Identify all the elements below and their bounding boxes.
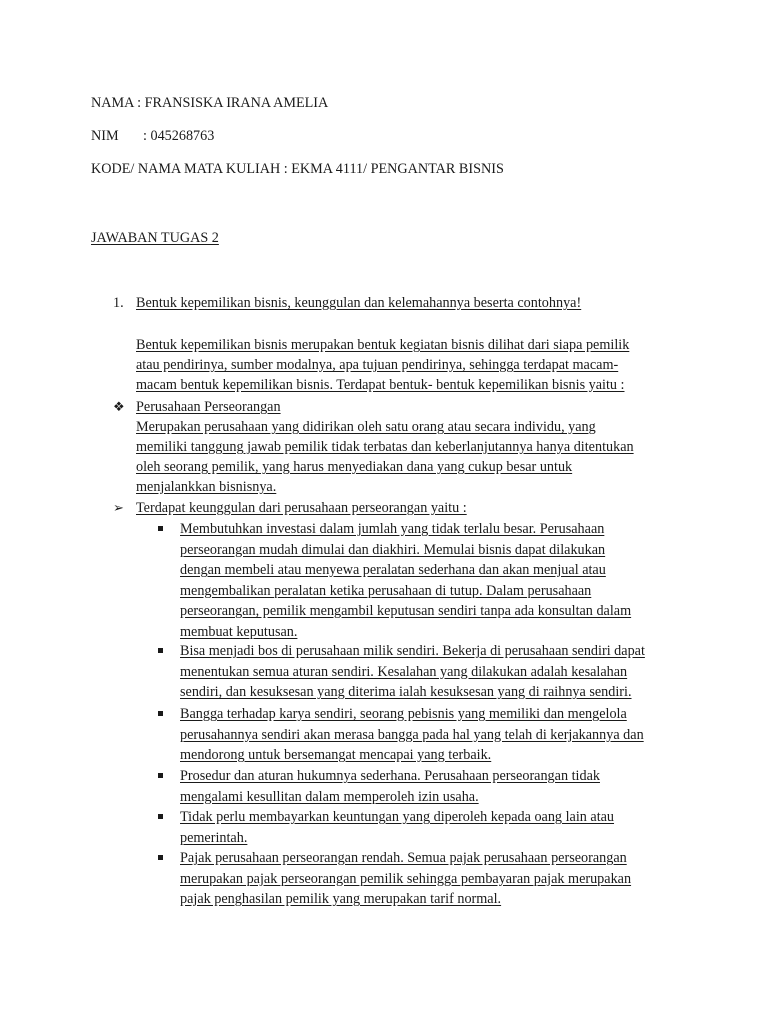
- nim-value: : 045268763: [143, 128, 215, 144]
- square-bullet-icon: [158, 855, 163, 860]
- student-nim: [91, 126, 214, 146]
- square-bullet-icon: [158, 648, 163, 653]
- section-heading: Perusahaan Perseorangan: [136, 399, 281, 415]
- list-item-line: Bangga terhadap karya sendiri, seorang pebisnis yang memiliki dan mengelola: [180, 706, 627, 722]
- list-item-line: pemerintah.: [180, 829, 248, 846]
- keunggulan-heading-text: Terdapat keunggulan dari perusahaan perseorangan yaitu :: [136, 500, 467, 516]
- list-item-line: perseorangan mudah dimulai dan diakhiri. Memulai bisnis dapat dilakukan: [180, 541, 606, 558]
- nim-label: NIM: [91, 128, 119, 144]
- list-item-line: mengembalikan peralatan ketika perusahaan di tutup. Dalam perusahaan: [180, 582, 592, 599]
- list-item-line: perseorangan, pemilik mengambil keputusan sendiri tanpa ada konsultan dalam: [180, 603, 632, 619]
- list-item: [180, 848, 680, 910]
- square-bullet-icon: [158, 526, 163, 531]
- student-name: NAMA : FRANSISKA IRANA AMELIA: [91, 95, 329, 111]
- intro-paragraph: [136, 335, 676, 395]
- list-item: [180, 807, 680, 848]
- list-item-line: mendorong untuk bersemangat mencapai yang terbaik.: [180, 747, 492, 763]
- list-item-line: Pajak perusahaan perseorangan rendah. Semua pajak perusahaan perseorangan: [180, 850, 627, 866]
- list-item: [180, 519, 680, 642]
- document-title: JAWABAN TUGAS 2: [91, 230, 219, 246]
- list-item-line: pajak penghasilan pemilik yang merupakan tarif normal.: [180, 891, 502, 907]
- list-item-line: menentukan semua aturan sendiri. Kesalahan yang dilakukan adalah kesalahan: [180, 663, 628, 680]
- list-item-line: sendiri, dan kesuksesan yang diterima ialah kesuksesan yang di raihnya sendiri.: [180, 684, 632, 700]
- diamond-bullet-icon: ❖: [113, 399, 125, 414]
- list-item-line: merupakan pajak perseorangan pemilik sehingga pembayaran pajak merupakan: [180, 870, 632, 887]
- list-item-line: Prosedur dan aturan hukumnya sederhana. Perusahaan perseorangan tidak: [180, 768, 600, 784]
- section-line: oleh seorang pemilik, yang harus menyediakan dana yang cukup besar untuk: [136, 459, 573, 475]
- list-item-line: Bisa menjadi bos di perusahaan milik sendiri. Bekerja di perusahaan sendiri dapat: [180, 643, 645, 659]
- course-code: KODE/ NAMA MATA KULIAH : EKMA 4111/ PENGANTAR BISNIS: [91, 161, 504, 177]
- list-item-line: Membutuhkan investasi dalam jumlah yang tidak terlalu besar. Perusahaan: [180, 521, 605, 537]
- question-text: Bentuk kepemilikan bisnis, keunggulan dan kelemahannya beserta contohnya!: [136, 295, 582, 311]
- list-item-line: membuat keputusan.: [180, 623, 298, 640]
- list-item-line: dengan membeli atau menyewa peralatan sederhana dan akan menjual atau: [180, 562, 606, 578]
- intro-line: macam bentuk kepemilikan bisnis. Terdapat bentuk- bentuk kepemilikan bisnis yaitu :: [136, 377, 625, 393]
- list-item: [180, 766, 680, 807]
- list-item-line: Tidak perlu membayarkan keuntungan yang diperoleh kepada oang lain atau: [180, 809, 615, 825]
- list-item-line: mengalami kesullitan dalam memperoleh izin usaha.: [180, 788, 479, 805]
- list-item: [180, 641, 680, 703]
- square-bullet-icon: [158, 711, 163, 716]
- list-item-line: perusahannya sendiri akan merasa bangga pada hal yang telah di kerjakannya dan: [180, 726, 644, 743]
- keunggulan-heading: [136, 498, 676, 518]
- section-line: Merupakan perusahaan yang didirikan oleh satu orang atau secara individu, yang: [136, 419, 596, 435]
- question-number: 1.: [113, 295, 124, 311]
- list-item: [180, 704, 680, 766]
- square-bullet-icon: [158, 814, 163, 819]
- arrow-bullet-icon: ➢: [113, 500, 124, 515]
- intro-line: Bentuk kepemilikan bisnis merupakan bentuk kegiatan bisnis dilihat dari siapa pemilik: [136, 337, 630, 353]
- section-perseorangan: [136, 397, 676, 497]
- section-line: memiliki tanggung jawab pemilik tidak terbatas dan keberlanjutannya hanya ditentukan: [136, 439, 634, 455]
- square-bullet-icon: [158, 773, 163, 778]
- section-line: menjalankkan bisnisnya.: [136, 479, 277, 495]
- intro-line: atau pendirinya, sumber modalnya, apa tujuan pendirinya, sehingga terdapat macam-: [136, 357, 619, 373]
